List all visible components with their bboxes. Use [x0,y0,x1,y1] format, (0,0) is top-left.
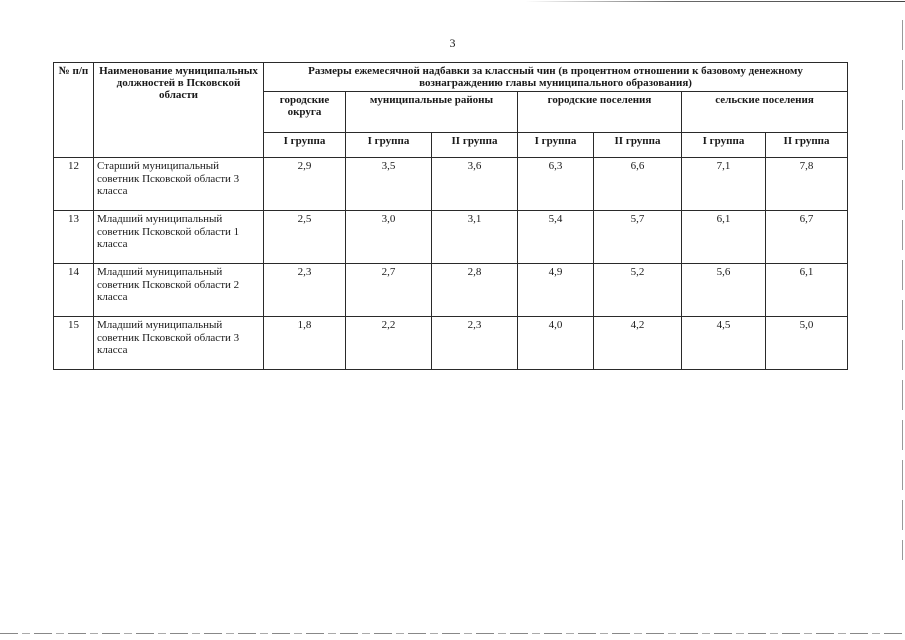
header-group-municipal-districts: муниципальные районы [346,92,518,133]
table-row [54,211,848,264]
scan-edge-right [902,20,903,560]
value-cell: 2,7 [346,264,432,317]
row-number: 13 [54,211,94,264]
value-cell: 3,0 [346,211,432,264]
value-cell: 2,3 [264,264,346,317]
header-num: № п/п [54,63,94,158]
header-subgroup: II группа [594,133,682,158]
value-cell: 7,1 [682,158,766,211]
header-subgroup: I группа [346,133,432,158]
position-name: Младший муниципальный советник Псковской области 2 класса [94,264,264,317]
value-cell: 5,6 [682,264,766,317]
header-position-name: Наименование муниципальных должностей в Псковской области [94,63,264,158]
header-subgroup: I группа [682,133,766,158]
salary-table [53,62,848,370]
value-cell: 6,1 [682,211,766,264]
value-cell: 4,2 [594,317,682,370]
value-cell: 5,7 [594,211,682,264]
header-group-rural-settlements: сельские поселения [682,92,848,133]
value-cell: 2,8 [432,264,518,317]
header-subgroup: II группа [766,133,848,158]
page-number: 3 [449,36,456,50]
header-group-city-districts: городские округа [264,92,346,133]
value-cell: 5,0 [766,317,848,370]
value-cell: 4,0 [518,317,594,370]
table-row [54,317,848,370]
scan-edge-bottom [0,633,905,634]
header-subgroup: I группа [264,133,346,158]
table-row [54,264,848,317]
value-cell: 6,3 [518,158,594,211]
header-group-urban-settlements: городские поселения [518,92,682,133]
value-cell: 2,9 [264,158,346,211]
value-cell: 2,5 [264,211,346,264]
value-cell: 2,3 [432,317,518,370]
row-number: 14 [54,264,94,317]
header-subgroup: II группа [432,133,518,158]
value-cell: 6,7 [766,211,848,264]
value-cell: 5,4 [518,211,594,264]
position-name: Младший муниципальный советник Псковской области 1 класса [94,211,264,264]
table-row [54,158,848,211]
value-cell: 3,5 [346,158,432,211]
value-cell: 2,2 [346,317,432,370]
header-subgroup: I группа [518,133,594,158]
value-cell: 6,1 [766,264,848,317]
position-name: Младший муниципальный советник Псковской области 3 класса [94,317,264,370]
header-allowance: Размеры ежемесячной надбавки за классный чин (в процентном отношении к базовому денежному вознаграждению главы муниципального образования) [264,63,848,92]
value-cell: 4,9 [518,264,594,317]
scan-edge-top [525,1,905,2]
value-cell: 6,6 [594,158,682,211]
value-cell: 4,5 [682,317,766,370]
value-cell: 1,8 [264,317,346,370]
row-number: 12 [54,158,94,211]
value-cell: 3,6 [432,158,518,211]
position-name: Старший муниципальный советник Псковской области 3 класса [94,158,264,211]
row-number: 15 [54,317,94,370]
value-cell: 7,8 [766,158,848,211]
value-cell: 3,1 [432,211,518,264]
value-cell: 5,2 [594,264,682,317]
